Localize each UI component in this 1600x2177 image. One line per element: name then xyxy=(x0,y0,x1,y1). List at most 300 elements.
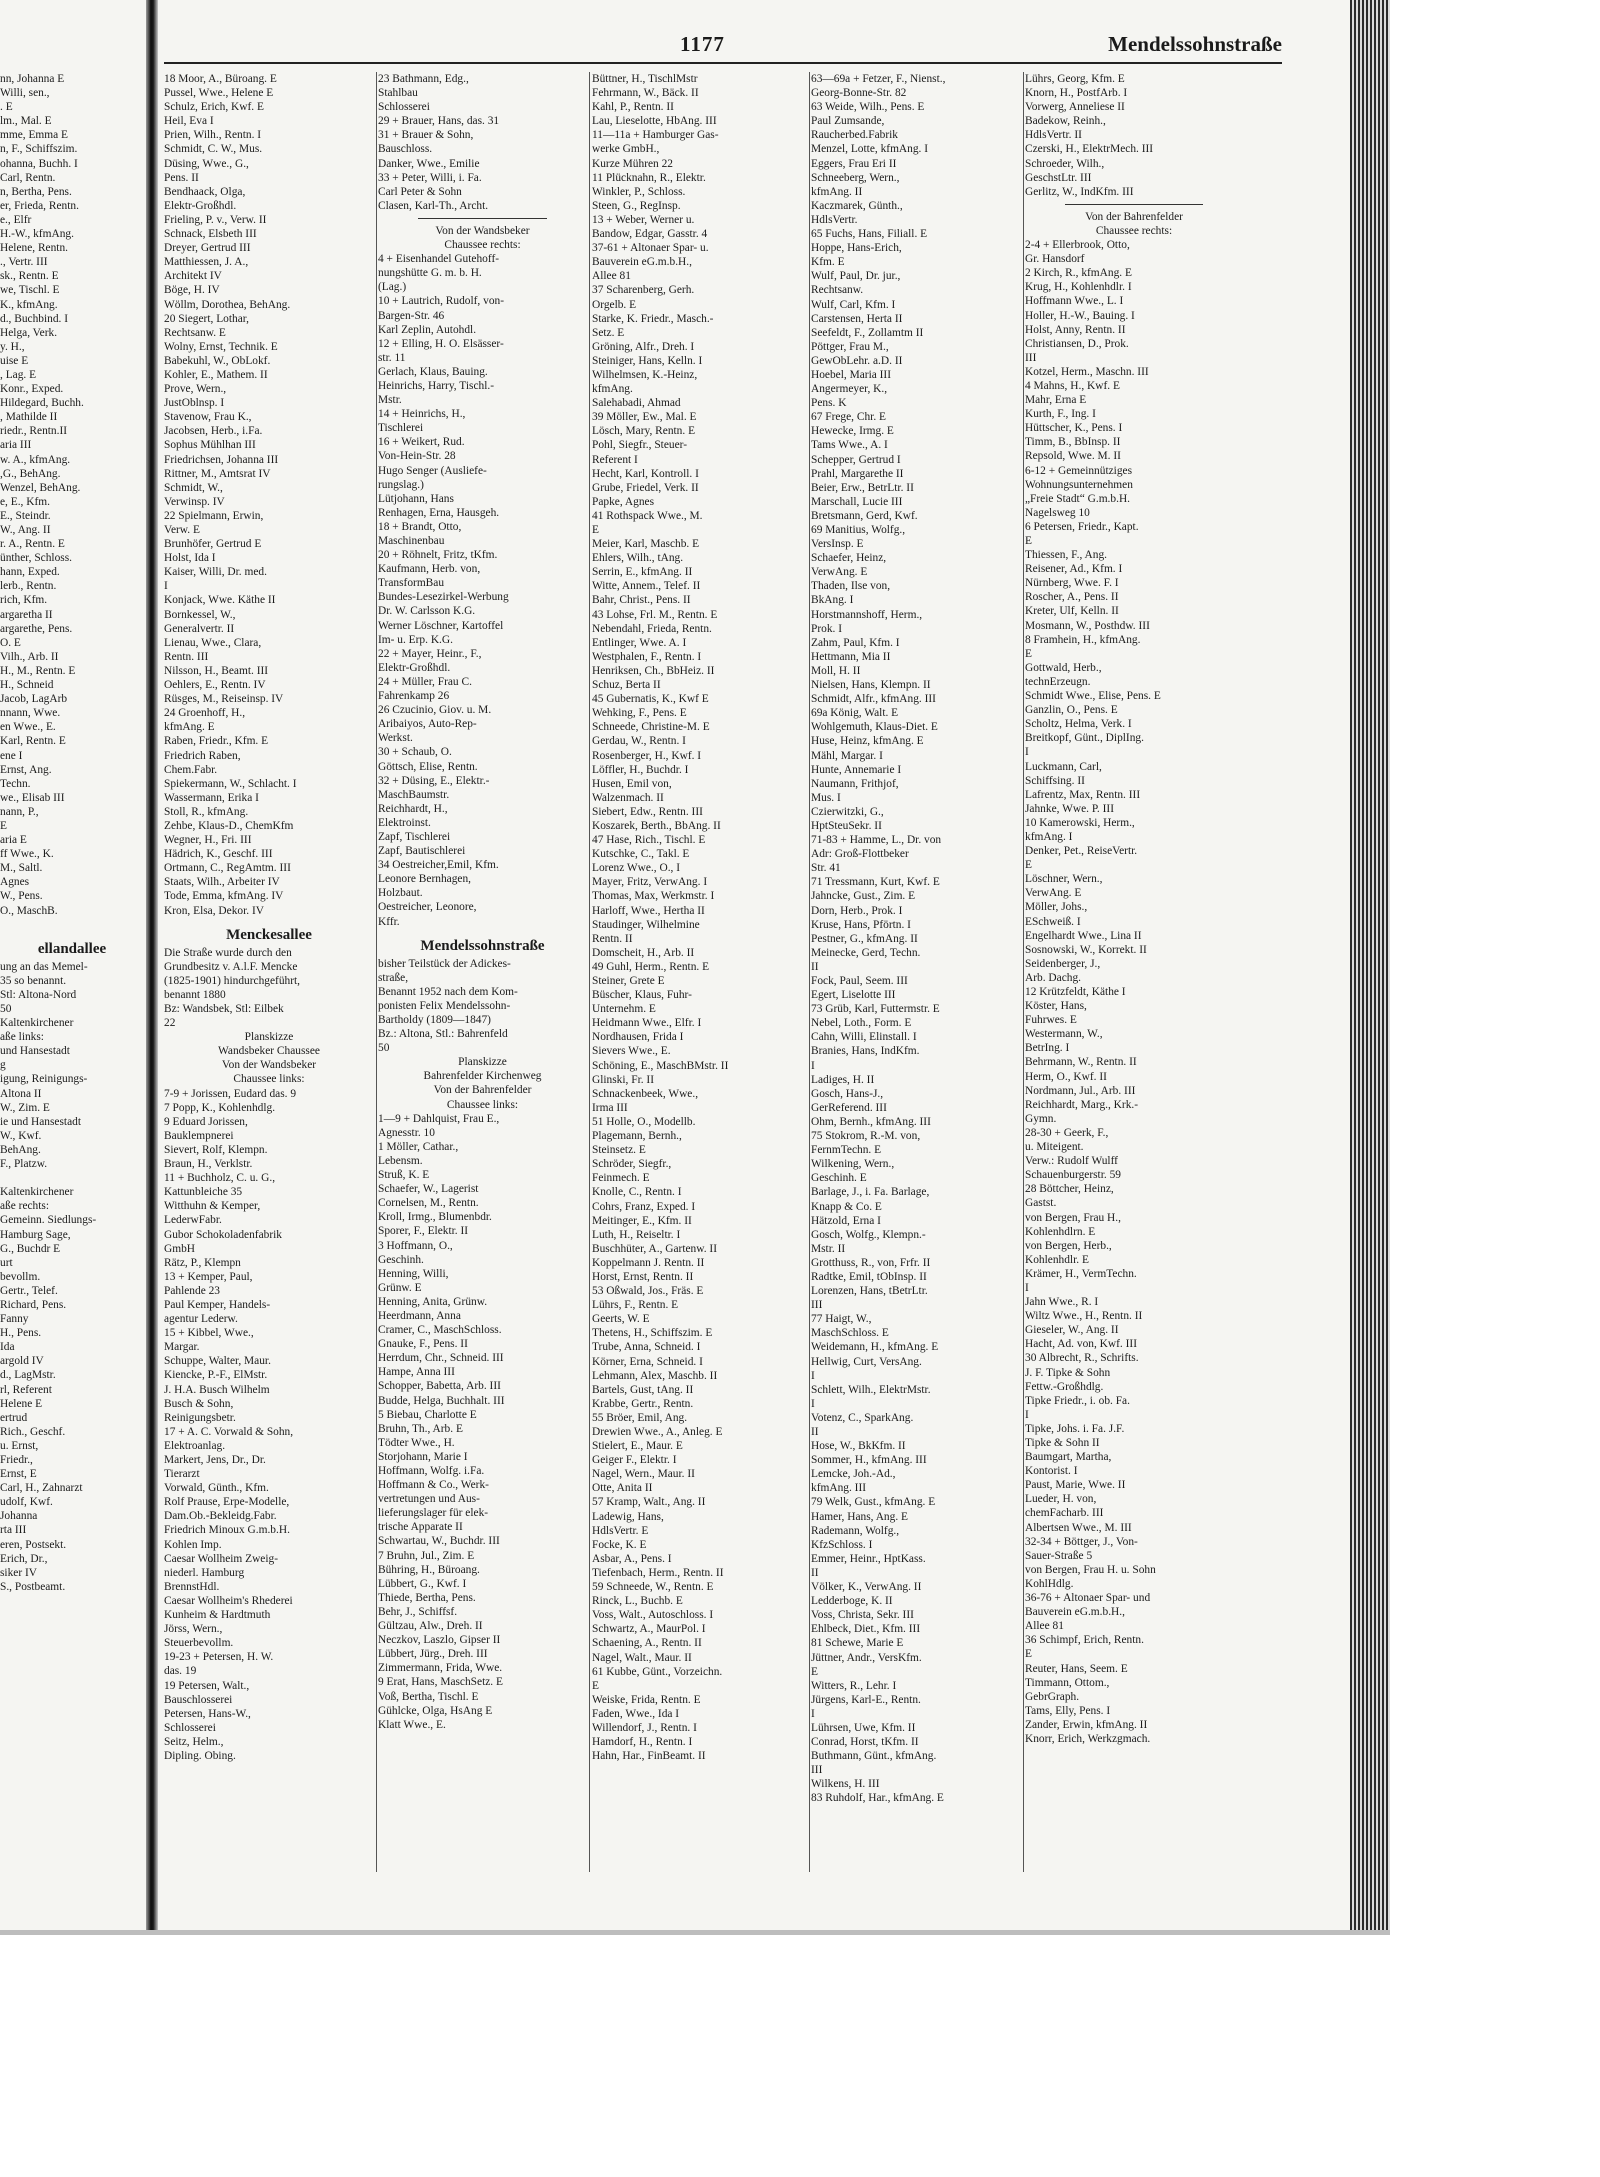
directory-entry: Hoppe, Hans-Erich, xyxy=(811,242,902,255)
directory-entry: Sievert, Rolf, Klempn. xyxy=(164,1143,268,1156)
directory-entry: Scholtz, Helma, Verk. I xyxy=(1025,718,1132,731)
directory-entry: lieferungslager für elek- xyxy=(378,1507,489,1520)
directory-entry: LederwFabr. xyxy=(164,1214,222,1227)
directory-entry: Oehlers, E., Rentn. IV xyxy=(164,679,266,692)
directory-entry: 28 Böttcher, Heinz, xyxy=(1025,1183,1114,1196)
directory-entry: Werkst. xyxy=(378,732,413,745)
directory-entry: VerwAng. E xyxy=(1025,887,1082,900)
directory-entry: Henning, Anita, Grünw. xyxy=(378,1295,488,1308)
directory-entry: kfmAng. xyxy=(592,383,633,396)
directory-entry: Kreter, Ulf, Kelln. II xyxy=(1025,605,1119,618)
directory-entry: Buschhüter, A., Gartenw. II xyxy=(592,1242,718,1255)
directory-entry: Nielsen, Hans, Klempn. II xyxy=(811,679,931,692)
directory-entry: Steiniger, Hans, Kelln. I xyxy=(592,354,703,367)
directory-entry: MaschSchloss. E xyxy=(811,1327,889,1340)
directory-entry: Glinski, Fr. II xyxy=(592,1073,655,1086)
directory-entry: KohlHdlg. xyxy=(1025,1577,1074,1590)
directory-entry: Pestner, G., kfmAng. II xyxy=(811,932,918,945)
directory-entry: Branies, Hans, IndKfm. xyxy=(811,1045,920,1058)
directory-entry: Tipke & Sohn II xyxy=(1025,1437,1100,1449)
directory-entry: Walzenmach. II xyxy=(592,791,664,804)
directory-entry: n, F., Schiffszim. xyxy=(0,143,78,156)
directory-entry: Zapf, Bautischlerei xyxy=(378,845,466,858)
directory-entry: Koppelmann J. Rentn. II xyxy=(592,1256,705,1269)
directory-entry: Engelhardt Wwe., Lina II xyxy=(1025,929,1142,942)
directory-entry: 35 so benannt. xyxy=(0,974,67,987)
directory-entry: urt xyxy=(0,1256,13,1269)
directory-entry: O., MaschB. xyxy=(0,904,58,917)
directory-entry: Helene E xyxy=(0,1397,43,1410)
directory-entry: Kaczmarek, Günth., xyxy=(811,199,903,212)
directory-entry: F., Platzw. xyxy=(0,1158,48,1171)
directory-entry: Rüsges, M., Reiseinsp. IV xyxy=(164,693,284,706)
directory-entry: Carl, Rentn. xyxy=(0,171,56,184)
directory-entry: Geschinh. E xyxy=(811,1172,867,1185)
directory-entry: aria E xyxy=(0,834,27,847)
page-number: 1177 xyxy=(680,32,725,56)
directory-entry: Grotthuss, R., von, Frfr. II xyxy=(811,1256,931,1269)
directory-entry: Gieseler, W., Ang. II xyxy=(1025,1324,1119,1337)
directory-entry: en Wwe., E. xyxy=(0,721,56,734)
directory-entry: BehAng. xyxy=(0,1143,41,1156)
directory-entry: bisher Teilstück der Adickes- xyxy=(378,957,511,970)
directory-entry: Krämer, H., VermTechn. xyxy=(1025,1267,1137,1280)
directory-entry: Lienau, Wwe., Clara, xyxy=(164,636,262,649)
directory-entry: Steuerbevollm. xyxy=(164,1637,234,1650)
directory-entry: Bauschlosserei xyxy=(164,1693,233,1706)
directory-entry: Techn. xyxy=(0,777,31,790)
directory-entry: 19 Petersen, Walt., xyxy=(164,1679,250,1692)
directory-entry: Johanna xyxy=(0,1510,38,1523)
directory-entry: GerReferend. III xyxy=(811,1101,887,1114)
directory-entry: Gnauke, F., Pens. II xyxy=(378,1338,468,1351)
directory-entry: werke GmbH., xyxy=(592,143,660,156)
directory-entry: lerb., Rentn. xyxy=(0,580,57,593)
directory-entry: Knorr, Erich, Werkzgmach. xyxy=(1025,1732,1151,1745)
directory-entry: HdlsVertr. E xyxy=(592,1524,649,1537)
directory-entry: III xyxy=(811,1764,823,1777)
directory-entry: Markert, Jens, Dr., Dr. xyxy=(164,1454,266,1466)
directory-entry: Wulf, Paul, Dr. jur., xyxy=(811,270,901,283)
directory-entry: M., Saltl. xyxy=(0,862,43,875)
directory-entry: Storjohann, Marie I xyxy=(378,1450,468,1463)
directory-entry: Referent I xyxy=(592,453,638,466)
directory-entry: Mosmann, W., Posthdw. III xyxy=(1025,619,1150,632)
directory-entry: nann, P., xyxy=(0,805,39,818)
directory-entry: d., LagMstr. xyxy=(0,1369,56,1382)
directory-entry: E., Steindr. xyxy=(0,509,51,522)
directory-entry: 7-9 + Jorissen, Eudard das. 9 xyxy=(164,1087,297,1100)
directory-entry: ertrud xyxy=(0,1411,28,1424)
directory-entry: Holler, H.-W., Bauing. I xyxy=(1025,309,1135,322)
section-divider xyxy=(1065,204,1203,205)
directory-entry: Wolny, Ernst, Technik. E xyxy=(164,340,278,353)
directory-entry: Mähl, Margar. I xyxy=(811,749,883,762)
directory-entry: Gröning, Alfr., Dreh. I xyxy=(592,340,695,353)
directory-entry: 16 + Weikert, Rud. xyxy=(378,436,465,449)
directory-entry: udolf, Kwf. xyxy=(0,1496,53,1509)
directory-entry: Repsold, Wwe. M. II xyxy=(1025,450,1121,463)
directory-entry: benannt 1880 xyxy=(164,988,226,1001)
directory-entry: Steen, G., RegInsp. xyxy=(592,199,681,212)
directory-entry: Gerdau, W., Rentn. I xyxy=(592,735,686,748)
directory-entry: Zahm, Paul, Kfm. I xyxy=(811,636,900,649)
directory-entry: Lübbert, G., Kwf. I xyxy=(378,1577,467,1590)
directory-entry: W., Pens. xyxy=(0,890,43,903)
directory-entry: Von der Bahrenfelder xyxy=(433,1084,532,1097)
directory-entry: Wöllm, Dorothea, BehAng. xyxy=(164,298,291,311)
directory-entry: 7 Popp, K., Kohlenhdlg. xyxy=(164,1101,276,1114)
directory-entry: Jacobsen, Herb., i.Fa. xyxy=(164,425,263,438)
directory-entry: Pens. II xyxy=(164,171,199,184)
directory-entry: Zehbe, Klaus-D., ChemKfm xyxy=(164,819,294,832)
directory-entry: Bartels, Gust, tAng. II xyxy=(592,1383,694,1396)
directory-entry: Allee 81 xyxy=(1025,1620,1064,1633)
directory-entry: Agnes xyxy=(0,876,30,889)
directory-entry: Ortmann, C., RegAmtm. III xyxy=(164,862,291,875)
directory-entry: Rechtsanw. xyxy=(811,284,864,297)
directory-entry: Bauverein eG.m.b.H., xyxy=(1025,1606,1125,1619)
directory-entry: 71-83 + Hamme, L., Dr. von xyxy=(811,834,942,847)
directory-entry: Fehrmann, W., Bäck. II xyxy=(592,87,699,100)
directory-entry: Schulz, Erich, Kwf. E xyxy=(164,101,264,114)
directory-entry: Schlett, Wilh., ElektrMstr. xyxy=(811,1383,931,1396)
directory-entry: Rinck, L., Buchb. E xyxy=(592,1595,683,1608)
directory-entry: Gr. Hansdorf xyxy=(1025,253,1085,266)
directory-entry: E xyxy=(811,1665,818,1678)
directory-entry: Verw.: Rudolf Wulff xyxy=(1025,1155,1118,1168)
directory-entry: E xyxy=(1025,859,1032,872)
directory-entry: Mus. I xyxy=(811,791,841,804)
directory-entry: Emmer, Heinr., HptKass. xyxy=(811,1552,926,1565)
directory-entry: Pöttger, Frau M., xyxy=(811,340,889,353)
directory-entry: Behr, J., Schiffsf. xyxy=(378,1605,458,1618)
directory-entry: Nürnberg, Wwe. F. I xyxy=(1025,577,1119,590)
directory-entry: Seidenberger, J., xyxy=(1025,957,1101,970)
directory-entry: Pahlende 23 xyxy=(164,1284,220,1297)
directory-entry: Karl, Rentn. E xyxy=(0,735,66,748)
directory-entry: Czerski, H., ElektrMech. III xyxy=(1025,143,1154,156)
directory-entry: Krug, H., Kohlenhdlr. I xyxy=(1025,281,1132,294)
directory-entry: Kaltenkirchener xyxy=(0,1186,74,1199)
page-edge xyxy=(1350,0,1390,1935)
directory-entry: Planskizze xyxy=(458,1056,507,1069)
directory-entry: Vorwald, Günth., Kfm. xyxy=(164,1482,269,1495)
directory-entry: Möller, Johs., xyxy=(1025,901,1088,914)
directory-entry: Danker, Wwe., Emilie xyxy=(378,157,480,170)
directory-entry: GeschstLtr. III xyxy=(1025,171,1092,184)
directory-entry: I xyxy=(1025,746,1029,759)
directory-entry: 81 Schewe, Marie E xyxy=(811,1637,904,1650)
directory-entry: Paust, Marie, Wwe. II xyxy=(1025,1479,1126,1492)
directory-entry: 61 Kubbe, Günt., Vorzeichn. xyxy=(592,1665,723,1678)
header-rule xyxy=(164,62,1282,64)
directory-entry: 50 xyxy=(378,1042,390,1055)
directory-entry: Bühring, H., Büroang. xyxy=(378,1563,480,1576)
directory-entry: siker IV xyxy=(0,1566,38,1579)
directory-entry: 45 Gubernatis, K., Kwf E xyxy=(592,693,709,706)
directory-entry: Zander, Erwin, kfmAng. II xyxy=(1025,1718,1148,1731)
directory-entry: Kunheim & Hardtmuth xyxy=(164,1609,271,1622)
directory-entry: Rittner, M., Amtsrat IV xyxy=(164,467,271,480)
directory-entry: Witters, R., Lehr. I xyxy=(811,1679,897,1692)
directory-entry: II xyxy=(811,960,819,973)
directory-entry: Im- u. Erp. K.G. xyxy=(378,633,453,646)
directory-entry: VerwAng. E xyxy=(811,566,868,579)
directory-entry: Horstmannshoff, Herm., xyxy=(811,608,923,621)
directory-entry: Sophus Mühlhan III xyxy=(164,439,256,452)
directory-entry: Gymn. xyxy=(1025,1112,1057,1125)
directory-entry: Mstr. II xyxy=(811,1242,846,1255)
directory-entry: Zimmermann, Frida, Wwe. xyxy=(378,1662,503,1675)
directory-entry: 31 + Brauer & Sohn, xyxy=(378,129,474,142)
directory-entry: chemFacharb. III xyxy=(1025,1507,1104,1520)
directory-entry: Bandow, Edgar, Gasstr. 4 xyxy=(592,228,708,241)
directory-entry: Nebendahl, Frieda, Rentn. xyxy=(592,622,712,635)
directory-entry: Frieling, P. v., Verw. II xyxy=(164,213,267,226)
directory-entry: Faden, Wwe., Ida I xyxy=(592,1707,680,1720)
directory-entry: Huse, Heinz, kfmAng. E xyxy=(811,735,924,748)
directory-entry: Elektr-Großhdl. xyxy=(164,199,237,212)
directory-entry: Lösch, Mary, Rentn. E xyxy=(592,425,696,438)
directory-entry: kfmAng. E xyxy=(164,721,215,734)
directory-entry: 30 + Schaub, O. xyxy=(378,746,452,759)
directory-entry: Timmann, Ottom., xyxy=(1025,1676,1110,1689)
directory-entry: Hunte, Annemarie I xyxy=(811,763,902,776)
directory-entry: Irma III xyxy=(592,1101,628,1114)
column-rule xyxy=(1023,72,1024,1872)
directory-entry: Löschner, Wern., xyxy=(1025,873,1103,886)
directory-entry: Holst, Anny, Rentn. II xyxy=(1025,323,1126,336)
directory-entry: Ehlbeck, Diet., Kfm. III xyxy=(811,1623,921,1636)
directory-entry: Konr., Exped. xyxy=(0,383,64,396)
directory-entry: Witthuhn & Kemper, xyxy=(164,1200,261,1213)
directory-entry: Wegner, H., Fri. III xyxy=(164,834,252,847)
directory-entry: Lafrentz, Max, Rentn. III xyxy=(1025,788,1141,801)
directory-entry: Kohlenhdlr. E xyxy=(1025,1253,1089,1266)
directory-entry: str. 11 xyxy=(378,351,406,364)
directory-entry: Lübbert, Jürg., Dreh. III xyxy=(378,1648,488,1661)
directory-entry: Schauenburgerstr. 59 xyxy=(1025,1169,1121,1182)
directory-entry: 41 Rothspack Wwe., M. xyxy=(592,509,703,522)
directory-entry: Focke, K. E xyxy=(592,1538,647,1551)
directory-entry: Sporer, F., Elektr. II xyxy=(378,1225,469,1238)
directory-entry: Struß, K. E xyxy=(378,1169,430,1182)
directory-entry: 75 Stokrom, R.-M. von, xyxy=(811,1130,921,1143)
directory-entry: KfzSchloss. I xyxy=(811,1538,873,1551)
directory-entry: 71 Tressmann, Kurt, Kwf. E xyxy=(811,876,940,889)
running-header: Mendelssohnstraße xyxy=(1108,32,1282,56)
directory-entry: Kron, Elsa, Dekor. IV xyxy=(164,904,264,917)
directory-entry: Denker, Pet., ReiseVertr. xyxy=(1025,845,1138,858)
directory-entry: (1825-1901) hindurchgeführt, xyxy=(164,974,301,987)
directory-entry: Gültzau, Alw., Dreh. II xyxy=(378,1620,483,1633)
directory-entry: Chaussee links: xyxy=(446,1098,519,1111)
directory-entry: niederl. Hamburg xyxy=(164,1566,245,1579)
directory-entry: Jahn Wwe., R. I xyxy=(1025,1296,1099,1309)
directory-entry: Bretsmann, Gerd, Kwf. xyxy=(811,509,918,522)
directory-entry: Holst, Ida I xyxy=(164,552,216,565)
directory-entry: 6 Petersen, Friedr., Kapt. xyxy=(1025,520,1139,533)
column-mendelssohnstrasse-even xyxy=(1025,72,1243,1746)
directory-entry: 4 Mahns, H., Kwf. E xyxy=(1025,379,1120,392)
directory-entry: nn, Johanna E xyxy=(0,73,65,85)
directory-entry: Plagemann, Bernh., xyxy=(592,1130,682,1143)
directory-entry: Serrin, E., kfmAng. II xyxy=(592,566,693,579)
directory-entry: Entlinger, Wwe. A. I xyxy=(592,636,687,649)
directory-entry: Lemcke, Joh.-Ad., xyxy=(811,1468,896,1481)
column-rule xyxy=(809,72,810,1872)
directory-entry: Bruhn, Th., Arb. E xyxy=(378,1422,463,1435)
directory-entry: Lührs, F., Rentn. E xyxy=(592,1299,679,1312)
directory-entry: Lebensm. xyxy=(378,1154,423,1167)
directory-entry: Georg-Bonne-Str. 82 xyxy=(811,87,907,100)
directory-entry: Christiansen, D., Prok. xyxy=(1025,337,1129,350)
directory-entry: Rentn. III xyxy=(164,650,209,663)
directory-entry: Gubor Schokoladenfabrik xyxy=(164,1228,282,1241)
directory-entry: Schröder, Siegfr., xyxy=(592,1158,672,1171)
directory-entry: Cornelsen, M., Rentn. xyxy=(378,1197,479,1210)
column-rule xyxy=(376,72,377,1872)
directory-entry: Sommer, H., kfmAng. III xyxy=(811,1454,927,1467)
directory-entry: Schuppe, Walter, Maur. xyxy=(164,1355,271,1368)
directory-entry: Moll, H. II xyxy=(811,664,861,677)
directory-entry: Hettmann, Mia II xyxy=(811,650,891,663)
directory-entry: Nilsson, H., Beamt. III xyxy=(164,664,269,677)
directory-entry: Stl: Altona-Nord xyxy=(0,988,77,1001)
directory-entry: 11—11a + Hamburger Gas- xyxy=(592,129,719,142)
directory-entry: 30 Albrecht, R., Schrifts. xyxy=(1025,1352,1139,1365)
directory-entry: Dam.Ob.-Bekleidg.Fabr. xyxy=(164,1510,277,1523)
directory-entry: we, Tischl. E xyxy=(0,284,60,297)
directory-entry: BrennstHdl. xyxy=(164,1580,220,1593)
directory-entry: Schlosserei xyxy=(164,1721,216,1734)
directory-entry: I xyxy=(811,1397,815,1410)
directory-entry: Weidemann, H., kfmAng. E xyxy=(811,1341,939,1354)
directory-entry: Kaufmann, Herb. von, xyxy=(378,563,481,576)
directory-entry: Staats, Wilh., Arbeiter IV xyxy=(164,876,280,889)
directory-entry: E xyxy=(592,524,599,536)
directory-entry: Husen, Emil von, xyxy=(592,777,672,790)
directory-entry: Sievers Wwe., E. xyxy=(592,1045,671,1058)
directory-entry: Lührsen, Uwe, Kfm. II xyxy=(811,1721,916,1734)
directory-entry: Rätz, P., Klempn xyxy=(164,1256,241,1269)
directory-entry: 55 Bröer, Emil, Ang. xyxy=(592,1411,688,1424)
directory-entry: Büttner, H., TischlMstr xyxy=(592,73,698,85)
directory-entry: Seitz, Helm., xyxy=(164,1735,224,1748)
directory-entry: GewObLehr. a.D. II xyxy=(811,354,903,367)
directory-entry: Knapp & Co. E xyxy=(811,1200,882,1213)
directory-entry: E xyxy=(1025,1648,1032,1661)
directory-entry: Beier, Erw., BetrLtr. II xyxy=(811,481,914,494)
directory-entry: Schwartau, W., Buchdr. III xyxy=(378,1535,500,1548)
directory-entry: 3 Hoffmann, O., xyxy=(378,1239,453,1252)
column-left-page-fragment xyxy=(0,72,144,1594)
directory-entry: Sauer-Straße 5 xyxy=(1025,1549,1093,1562)
directory-entry: Cramer, C., MaschSchloss. xyxy=(378,1324,502,1337)
directory-entry: HptSteuSekr. II xyxy=(811,819,882,832)
directory-entry: Menzel, Lotte, kfmAng. I xyxy=(811,143,929,156)
directory-entry: Voss, Christa, Sekr. III xyxy=(811,1609,914,1622)
directory-entry: Dorn, Herb., Prok. I xyxy=(811,904,903,917)
directory-entry: Kaiser, Willi, Dr. med. xyxy=(164,566,267,579)
directory-entry: Hoebel, Maria III xyxy=(811,368,892,381)
directory-entry: Verwinsp. IV xyxy=(164,495,225,508)
directory-entry: Wohnungsunternehmen xyxy=(1025,478,1133,491)
directory-entry: Körner, Erna, Schneid. I xyxy=(592,1355,703,1368)
directory-entry: Lorenzen, Hans, tBetrLtr. xyxy=(811,1285,928,1298)
directory-entry: Hädrich, K., Geschf. III xyxy=(164,848,273,861)
directory-entry: Orgelb. E xyxy=(592,298,637,311)
directory-entry: Schöning, E., MaschBMstr. II xyxy=(592,1059,729,1072)
directory-entry: Hamburg Sage, xyxy=(0,1228,71,1241)
directory-entry: K., kfmAng. xyxy=(0,298,58,311)
directory-entry: Jacob, LagArb xyxy=(0,693,68,706)
directory-entry: Conrad, Horst, tKfm. II xyxy=(811,1736,919,1749)
directory-entry: bevollm. xyxy=(0,1270,41,1283)
directory-entry: argarethe, Pens. xyxy=(0,622,73,635)
directory-entry: Matthiessen, J. A., xyxy=(164,256,249,269)
directory-entry: Cohrs, Franz, Exped. I xyxy=(592,1200,696,1213)
directory-entry: II xyxy=(811,1566,819,1579)
directory-entry: Clasen, Karl-Th., Archt. xyxy=(378,199,489,212)
directory-entry: Reichhardt, H., xyxy=(378,802,448,815)
directory-entry: Kurth, F., Ing. I xyxy=(1025,408,1096,421)
directory-entry: W., Zim. E xyxy=(0,1101,50,1114)
directory-entry: ünther, Schloss. xyxy=(0,552,72,565)
directory-entry: J. F. Tipke & Sohn xyxy=(1025,1366,1111,1379)
directory-entry: Thiessen, F., Ang. xyxy=(1025,549,1107,562)
directory-entry: 17 + A. C. Vorwald & Sohn, xyxy=(164,1425,294,1438)
directory-entry: Bendhaack, Olga, xyxy=(164,185,246,198)
directory-entry: ung an das Memel- xyxy=(0,960,88,973)
directory-entry: Schneede, Christine-M. E xyxy=(592,721,710,734)
directory-entry: Siebert, Edw., Rentn. III xyxy=(592,805,703,818)
directory-entry: eren, Postsekt. xyxy=(0,1538,67,1551)
directory-entry: 18 Moor, A., Büroang. E xyxy=(164,73,277,85)
directory-entry: Lehmann, Alex, Maschb. II xyxy=(592,1369,718,1382)
directory-entry: Czierwitzki, G., xyxy=(811,805,884,818)
directory-entry: Geschinh. xyxy=(378,1253,424,1266)
directory-entry: Jahncke, Gust., Zim. E xyxy=(811,890,916,903)
directory-entry: Leonore Bernhagen, xyxy=(378,873,471,886)
directory-entry: mme, Emma E xyxy=(0,129,69,142)
directory-entry: Hahn, Har., FinBeamt. II xyxy=(592,1750,706,1763)
directory-entry: argold IV xyxy=(0,1355,44,1368)
directory-entry: Marschall, Lucie III xyxy=(811,495,903,508)
directory-entry: Renhagen, Erna, Hausgeh. xyxy=(378,506,500,519)
directory-entry: trische Apparate II xyxy=(378,1521,463,1534)
directory-entry: we., Elisab III xyxy=(0,791,65,804)
directory-entry: Baumgart, Martha, xyxy=(1025,1451,1112,1464)
directory-entry: Barlage, J., i. Fa. Barlage, xyxy=(811,1186,930,1199)
directory-entry: 28-30 + Geerk, F., xyxy=(1025,1126,1109,1139)
directory-entry: Jürgens, Karl-E., Rentn. xyxy=(811,1693,921,1706)
directory-entry: Ernst, Ang. xyxy=(0,763,52,776)
directory-entry: Thiede, Bertha, Pens. xyxy=(378,1591,476,1604)
directory-entry: Völker, K., VerwAng. II xyxy=(811,1581,922,1594)
directory-entry: Cahn, Willi, Elinstall. I xyxy=(811,1031,917,1044)
directory-entry: J. H.A. Busch Wilhelm xyxy=(164,1383,270,1396)
directory-entry: ie und Hansestadt xyxy=(0,1115,81,1128)
directory-entry: Gerlach, Klaus, Bauing. xyxy=(378,365,488,378)
directory-entry: Angermeyer, K., xyxy=(811,383,888,396)
directory-entry: Westermann, W., xyxy=(1025,1028,1103,1041)
directory-entry: Hose, W., BkKfm. II xyxy=(811,1440,906,1453)
directory-entry: Horst, Ernst, Rentn. II xyxy=(592,1270,694,1283)
directory-entry: Dr. W. Carlsson K.G. xyxy=(378,605,476,618)
directory-entry: Ernst, E xyxy=(0,1468,37,1481)
